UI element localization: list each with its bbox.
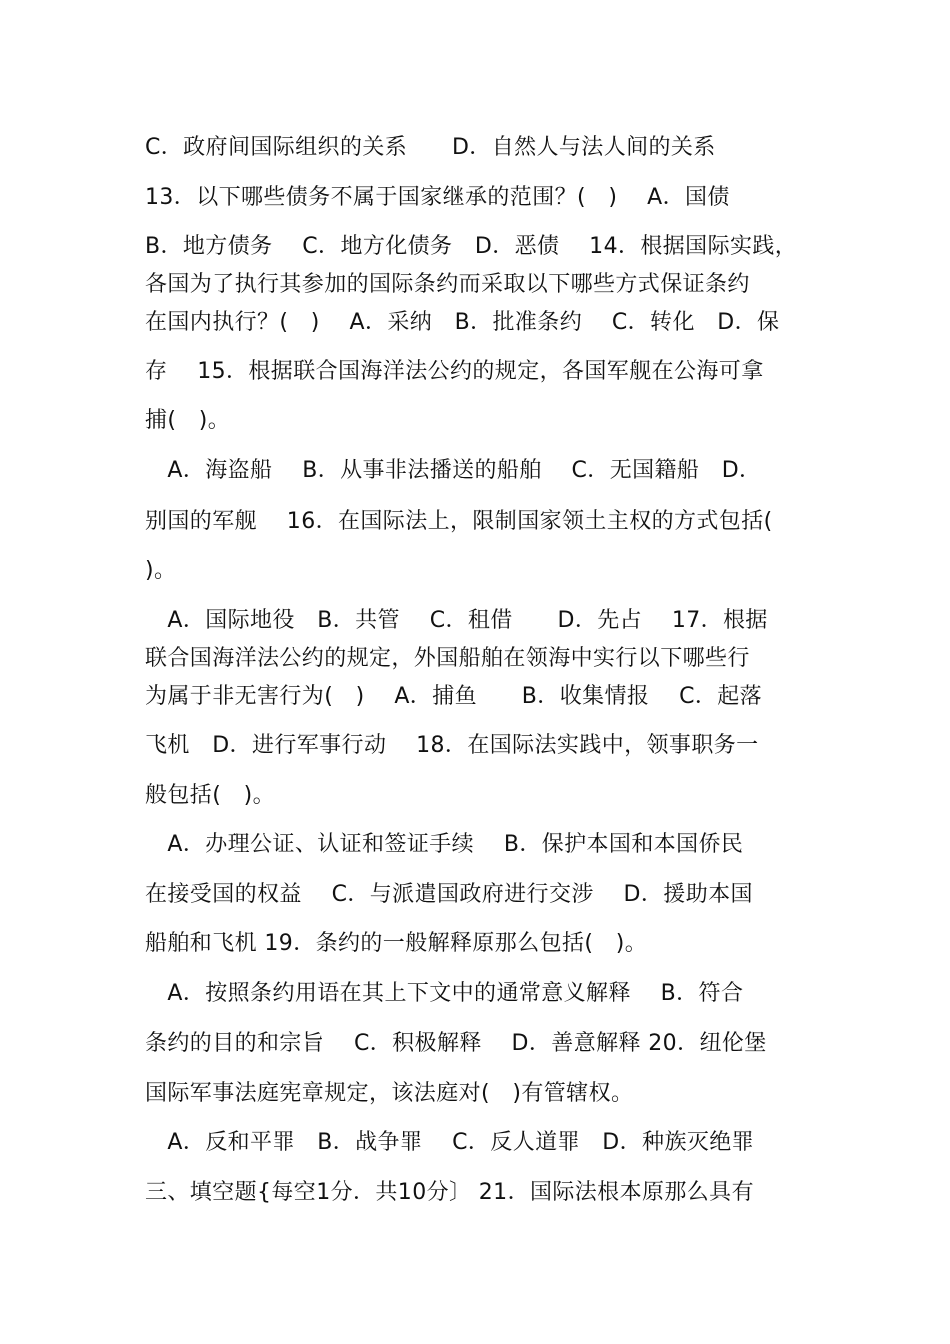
text-line: )。 bbox=[145, 558, 177, 583]
text-line: B．地方债务 C．地方化债务 D．恶债 14．根据国际实践， bbox=[145, 234, 798, 259]
text-line: 别国的军舰 16．在国际法上，限制国家领土主权的方式包括( bbox=[145, 509, 773, 534]
text-line: 般包括( )。 bbox=[145, 783, 275, 808]
text-line: 各国为了执行其参加的国际条约而采取以下哪些方式保证条约 bbox=[145, 272, 750, 297]
text-line: 存 15．根据联合国海洋法公约的规定，各国军舰在公海可拿 bbox=[145, 359, 764, 384]
text-line: 在国内执行？( ) A．采纳 B．批准条约 C．转化 D．保 bbox=[145, 310, 780, 335]
text-line: 为属于非无害行为( ) A．捕鱼 B．收集情报 C．起落 bbox=[145, 684, 763, 709]
text-line: A．办理公证、认证和签证手续 B．保护本国和本国侨民 bbox=[145, 832, 744, 857]
text-line: 国际军事法庭宪章规定，该法庭对( )有管辖权。 bbox=[145, 1081, 634, 1106]
text-line: 联合国海洋法公约的规定，外国船舶在领海中实行以下哪些行 bbox=[145, 646, 750, 671]
text-line: A．按照条约用语在其上下文中的通常意义解释 B．符合 bbox=[145, 981, 744, 1006]
text-line: A．国际地役 B．共管 C．租借 D．先占 17．根据 bbox=[145, 608, 768, 633]
text-line: 飞机 D．进行军事行动 18．在国际法实践中，领事职务一 bbox=[145, 733, 759, 758]
text-line: 13．以下哪些债务不属于国家继承的范围？( ) A．国债 bbox=[145, 185, 730, 210]
text-line: A．海盗船 B．从事非法播送的船舶 C．无国籍船 D． bbox=[145, 458, 762, 483]
text-line: C．政府间国际组织的关系 D．自然人与法人间的关系 bbox=[145, 135, 716, 160]
text-line: 条约的目的和宗旨 C．积极解释 D．善意解释 20．纽伦堡 bbox=[145, 1031, 767, 1056]
text-line: 三、填空题{每空1分．共10分〕 21．国际法根本原那么具有 bbox=[145, 1180, 754, 1205]
text-line: 捕( )。 bbox=[145, 408, 231, 433]
text-line: A．反和平罪 B．战争罪 C．反人道罪 D．种族灭绝罪 bbox=[145, 1130, 755, 1155]
text-line: 在接受国的权益 C．与派遣国政府进行交涉 D．援助本国 bbox=[145, 882, 753, 907]
text-line: 船舶和飞机 19．条约的一般解释原那么包括( )。 bbox=[145, 931, 648, 956]
